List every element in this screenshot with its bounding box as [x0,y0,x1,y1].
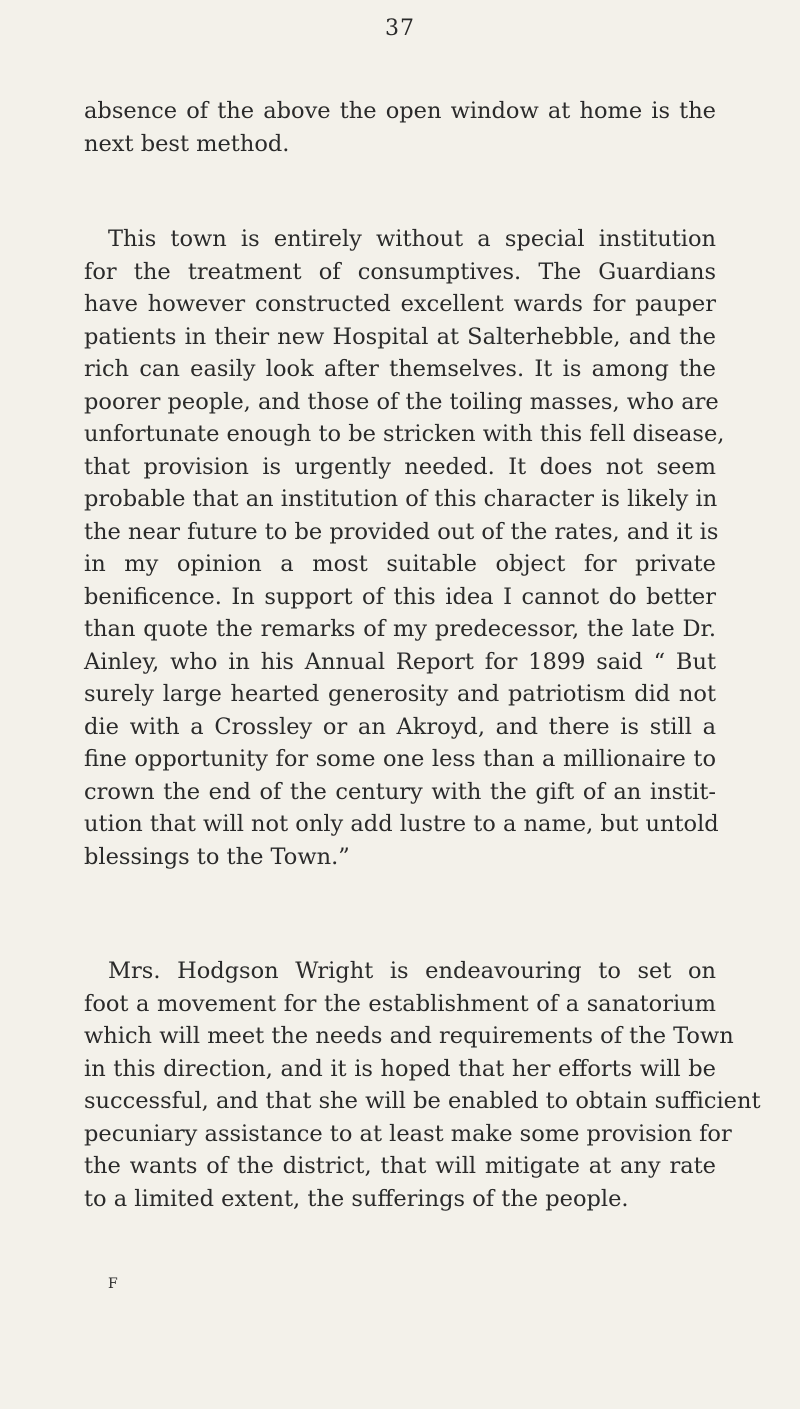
paragraph-3 [84,955,761,1215]
text-line: pecuniary assistance to at least make some provision for [84,1120,732,1147]
text-line: in this direction, and it is hoped that her efforts will be [84,1055,716,1082]
text-line: probable that an institution of this character is likely in [84,486,718,512]
text-line: crown the end of the century with the gift of an instit- [84,778,716,805]
text-line: foot a movement for the establishment of a sanatorium [84,990,716,1017]
signature-mark: F [108,1276,118,1292]
text-line: next best method. [84,130,290,157]
paragraph-2 [84,223,725,873]
text-line: absence of the above the open window at home is the [84,98,716,124]
text-line: fine opportunity for some one less than a millionaire to [84,746,716,772]
text-line: blessings to the Town.” [84,843,350,870]
text-line: the near future to be provided out of the rates, and it is [84,518,719,545]
text-line: Ainley, who in his Annual Report for 1899 said “ But [84,648,716,675]
text-line: Mrs. Hodgson Wright is endeavouring to set on [108,958,716,984]
text-line: ution that will not only add lustre to a name, but untold [84,811,719,837]
paragraph-1 [84,95,716,160]
text-line: unfortunate enough to be stricken with this fell disease, [84,421,725,447]
text-line: benificence. In support of this idea I cannot do better [84,583,716,610]
text-line: to a limited extent, the sufferings of the people. [84,1185,629,1212]
text-line: successful, and that she will be enabled to obtain sufficient [84,1088,761,1114]
text-line: that provision is urgently needed. It does not seem [84,453,716,480]
text-line: patients in their new Hospital at Salterhebble, and the [84,323,716,350]
text-line: have however constructed excellent wards for pauper [84,291,716,317]
page-number: 37 [385,16,415,41]
text-line: the wants of the district, that will mitigate at any rate [84,1153,716,1179]
text-line: for the treatment of consumptives. The Guardians [84,258,716,285]
text-line: in my opinion a most suitable object for private [84,551,716,577]
text-line: which will meet the needs and requirements of the Town [84,1023,734,1049]
text-line: than quote the remarks of my predecessor, the late Dr. [84,616,716,642]
text-line: rich can easily look after themselves. It is among the [84,356,716,382]
text-line: die with a Crossley or an Akroyd, and there is still a [84,713,716,740]
text-line: This town is entirely without a special institution [108,226,716,252]
text-line: poorer people, and those of the toiling masses, who are [84,388,719,415]
text-line: surely large hearted generosity and patriotism did not [84,681,716,707]
